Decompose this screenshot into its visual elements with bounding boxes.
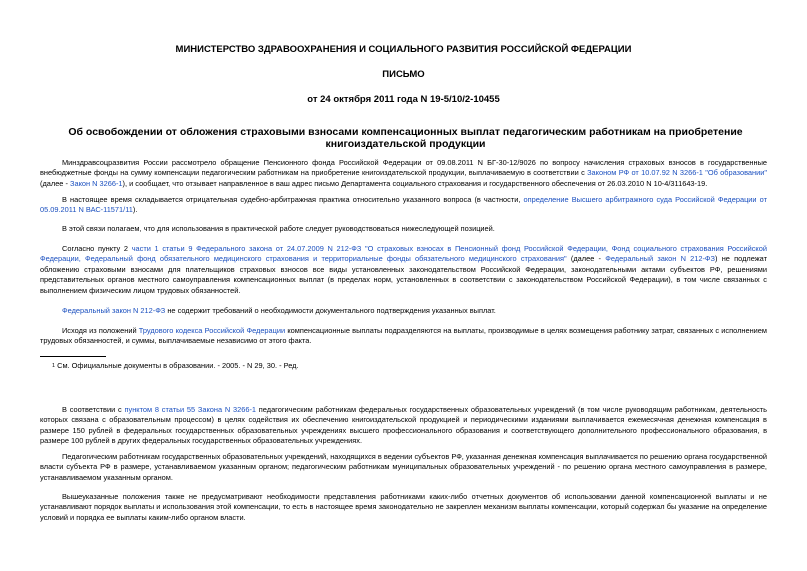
paragraph-text: Минздравсоцразвития России рассмотрело обращение Пенсионного фонда Российской Федерации от 09.08.2011 N БГ-30-12/9026 по вопросу начисления страховых взносов в государственные внебюджетные фонды на сумму компенсации педагогическим работникам на приобретение книгоиздательской продукции, выплачиваемую в соответствии с — [40, 158, 767, 178]
law-212-fz-full-link[interactable]: части 1 статьи 9 Федерального закона от 24.07.2009 N 212-ФЗ "О страховых взносах в Пенсионный фонд Российской Федерации, Фонд социального страхования Российской Федерации, Федеральный фонд обязательного медицинского страхования и территориальные фонды обязательного медицинского страхования" — [40, 244, 767, 264]
court-ruling-link[interactable]: определение Высшего арбитражного суда Российской Федерации от 05.09.2011 N ВАС-11571/11 — [40, 195, 767, 215]
paragraph-text: (далее - — [566, 254, 606, 264]
footnote-mark: 1 — [52, 363, 56, 369]
paragraph-text: В соответствии с — [62, 405, 125, 414]
paragraph-text: Педагогическим работникам государственных образовательных учреждений, находящихся в ведении субъектов РФ, указанная денежная компенсация выплачивается по решению органа государственной власти субъекта РФ в размере, устанавливаемом указанным органом; педагогическим работникам муниципальных образовательных учреждений - по решению органа местного самоуправления в размере, устанавливаемом указанным органом. — [40, 452, 767, 482]
paragraph-3 — [40, 224, 767, 234]
paragraph-text: ). — [132, 205, 138, 215]
paragraph-4 — [40, 244, 767, 296]
paragraph-text: ), и сообщает, что отзывает направленное в ваш адрес письмо Департамента социального страхования и государственного обеспечения от 26.03.2010 N 10-4/311643-19. — [122, 178, 708, 188]
footnote-text: См. Официальные документы в образовании. - 2005. - N 29, 30. - Ред. — [57, 361, 299, 370]
document-date: от 24 октября 2011 года N 19-5/10/2-10455 — [307, 94, 500, 105]
paragraph-text: В этой связи полагаем, что для использования в практической работе следует руководствоваться нижеследующей позицией. — [62, 224, 495, 233]
paragraph-7 — [40, 405, 767, 447]
paragraph-text: ) не подлежат обложению страховыми взносами для плательщиков страховых взносов все виды установленных законодательством Российской Федерации, законодательными актами субъектов РФ, решениями представительных органов местного самоуправления компенсационных выплат (в пределах норм, установленных в соответствии с законодательством Российской Федерации), в том числе связанных с выполнением физическим лицом трудовых обязанностей. — [40, 254, 767, 295]
law-3266-1-link[interactable]: Законом РФ от 10.07.92 N 3266-1 "Об образовании" — [587, 168, 767, 178]
paragraph-text: компенсационные выплаты подразделяются на выплаты, производимые в целях возмещения работнику затрат, связанных с исполнением трудовых обязанностей, и суммы, выплачиваемые независимо от этого факта. — [40, 326, 767, 346]
paragraph-8 — [40, 452, 767, 483]
paragraph-6 — [40, 326, 767, 347]
paragraph-text: (далее - — [40, 178, 70, 188]
paragraph-1 — [40, 158, 767, 189]
law-3266-1-short-link[interactable]: Закон N 3266-1 — [70, 178, 123, 188]
labor-code-link[interactable]: Трудового кодекса Российской Федерации — [138, 326, 286, 335]
ministry-heading: МИНИСТЕРСТВО ЗДРАВООХРАНЕНИЯ И СОЦИАЛЬНОГО РАЗВИТИЯ РОССИЙСКОЙ ФЕДЕРАЦИИ — [175, 44, 632, 55]
paragraph-text: В настоящее время складывается отрицательная судебно-арбитражная практика относительно указанного вопроса (в частности, — [62, 195, 524, 204]
paragraph-text: педагогическим работникам федеральных государственных образовательных учреждений (в том числе руководящим работникам, деятельность которых связана с образовательным процессом) в целях содействия их обеспечению книгоиздательской продукцией и периодическими изданиями выплачивается ежемесячная денежная компенсация в размере 150 рублей в федеральных государственных образовательных учреждениях высшего профессионального образования и соответствующего дополнительного профессионального образования, в размере 100 рублей в других федеральных государственных образовательных учреждениях. — [40, 405, 767, 446]
law-3266-1-article-55-link[interactable]: пунктом 8 статьи 55 Закона N 3266-1 — [124, 405, 257, 414]
paragraph-text: Исходя из положений — [62, 326, 139, 335]
document-title: Об освобождении от обложения страховыми взносами компенсационных выплат педагогическим работникам на приобретение книгоиздательской продукции — [68, 126, 743, 150]
paragraph-5 — [40, 306, 767, 316]
footnote — [52, 361, 299, 370]
document-type: ПИСЬМО — [382, 69, 425, 80]
paragraph-text: Вышеуказанные положения также не предусматривают необходимости представления работниками каких-либо отчетных документов об использовании данной компенсационной выплаты и не устанавливают порядок выплаты и использования этой компенсации, то есть в настоящее время законодательно не закреплен механизм выплаты компенсации, который содержал бы указание на определение условий и порядка ее выплаты каким-либо органом власти. — [40, 492, 767, 522]
paragraph-text: Согласно пункту 2 — [62, 244, 132, 253]
law-212-fz-link[interactable]: Федеральный закон N 212-ФЗ — [605, 254, 716, 264]
footnote-divider — [40, 356, 106, 357]
paragraph-2 — [40, 195, 767, 216]
law-212-fz-link[interactable]: Федеральный закон N 212-ФЗ — [62, 306, 166, 315]
paragraph-text: не содержит требований о необходимости документального подтверждения указанных выплат. — [165, 306, 496, 315]
paragraph-9 — [40, 492, 767, 523]
